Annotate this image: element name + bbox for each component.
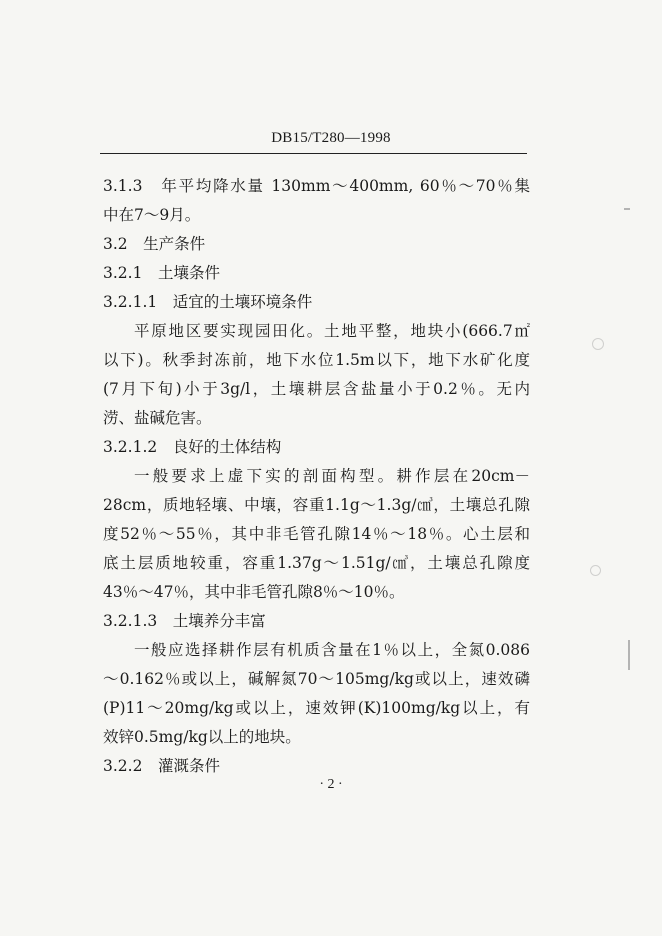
document-body [103,172,530,781]
text-line: 3.2.1 土壤条件 [103,264,220,282]
page-number: · 2 · [319,777,343,792]
scan-edge-mark [624,208,630,210]
text-line: ～0.162％或以上，碱解氮70～105mg/kg或以上，速效磷 [103,670,530,688]
scan-edge-mark [628,640,630,670]
text-line: 28cm，质地轻壤、中壤，容重1.1g～1.3g/㎤，土壤总孔隙 [103,496,530,514]
text-line: 43％～47％，其中非毛管孔隙8％～10％。 [103,583,405,601]
document-code-header: DB15/T280—1998 [271,130,391,146]
text-line: 3.1.3 年平均降水量 130mm～400mm, 60％～70％集 [103,177,530,195]
text-line: 度52％～55％，其中非毛管孔隙14％～18％。心土层和 [103,525,530,543]
text-line: 3.2.2 灌溉条件 [103,757,220,775]
text-line: (7月下旬)小于3g/l，土壤耕层含盐量小于0.2％。无内 [103,380,530,398]
text-line: 中在7～9月。 [103,206,201,224]
text-line: 3.2.1.2 良好的土体结构 [103,438,282,456]
text-line: 涝、盐碱危害。 [103,409,212,427]
text-line: 平原地区要实现园田化。土地平整，地块小(666.7㎡ [134,322,530,340]
text-line: 3.2 生产条件 [103,235,206,253]
text-line: 3.2.1.1 适宜的土壤环境条件 [103,293,313,311]
text-line: 以下)。秋季封冻前，地下水位1.5m以下，地下水矿化度 [103,351,530,369]
text-line: 一般要求上虚下实的剖面构型。耕作层在20cm－ [134,467,530,485]
header-divider [100,153,527,154]
scan-speck [590,565,601,576]
scan-speck [592,338,604,350]
text-line: (P)11～20mg/kg或以上，速效钾(K)100mg/kg以上，有 [103,699,530,717]
text-line: 一般应选择耕作层有机质含量在1％以上，全氮0.086 [134,641,530,659]
text-line: 效锌0.5mg/kg以上的地块。 [103,728,301,746]
text-line: 3.2.1.3 土壤养分丰富 [103,612,266,630]
text-line: 底土层质地较重，容重1.37g～1.51g/㎤，土壤总孔隙度 [103,554,530,572]
